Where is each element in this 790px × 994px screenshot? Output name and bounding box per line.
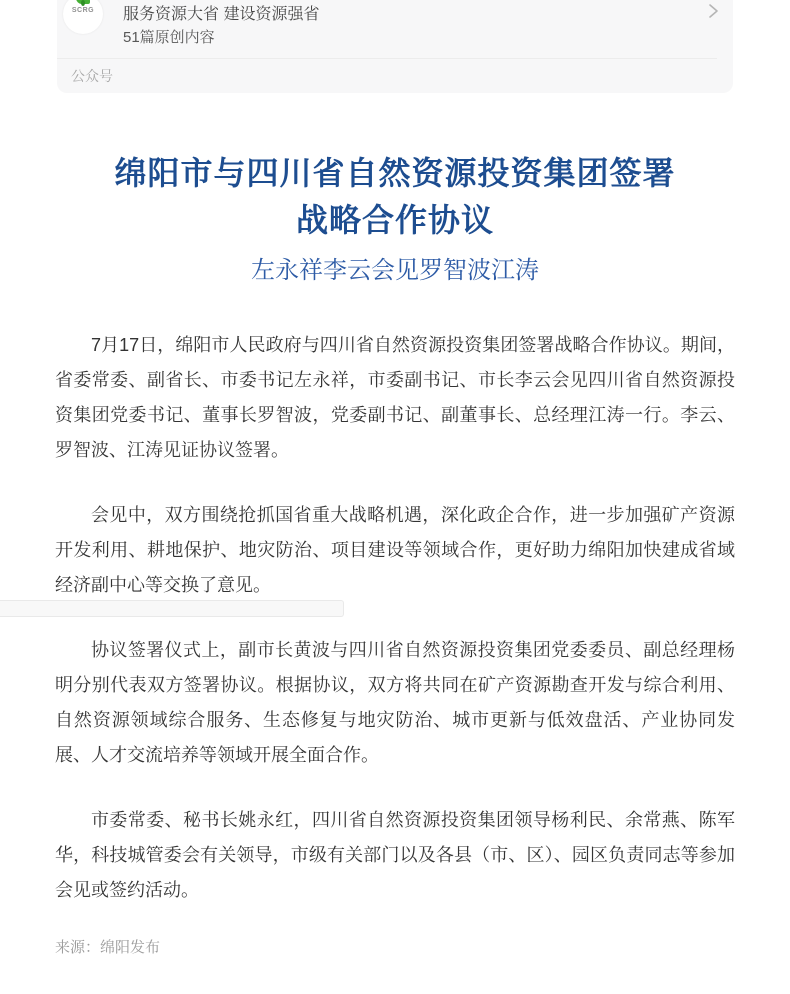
article-title-line1: 绵阳市与四川省自然资源投资集团签署 — [114, 155, 676, 191]
account-type-label: 公众号 — [71, 68, 113, 84]
paragraph: 会见中，双方围绕抢抓国省重大战略机遇，深化政企合作，进一步加强矿产资源开发利用、耕地保护、地灾防治、项目建设等领域合作，更好助力绵阳加快建成省域经济副中心等交换了意见。 — [55, 505, 735, 595]
article-subtitle: 左永祥李云会见罗智波江涛 — [251, 258, 539, 284]
scrg-logo-icon — [76, 0, 90, 4]
article-title — [55, 150, 735, 244]
paragraph: 7月17日，绵阳市人民政府与四川省自然资源投资集团签署战略合作协议。期间，省委常委、副省长、市委书记左永祥，市委副书记、市长李云会见四川省自然资源投资集团党委书记、董事长罗智波，党委副书记、副董事长、总经理江涛一行。李云、罗智波、江涛见证协议签署。 — [55, 335, 735, 460]
card-divider — [57, 58, 717, 59]
account-card[interactable] — [57, 0, 733, 93]
overlay-fragment — [0, 600, 344, 617]
chevron-right-icon[interactable] — [705, 3, 721, 19]
account-meta: 51篇原创内容 — [123, 29, 215, 46]
logo-text: SCRG — [71, 7, 95, 14]
paragraph: 协议签署仪式上，副市长黄波与四川省自然资源投资集团党委委员、副总经理杨明分别代表双方签署协议。根据协议，双方将共同在矿产资源勘查开发与综合利用、自然资源领域综合服务、生态修复与地灾防治、城市更新与低效盘活、产业协同发展、人才交流培养等领域开展全面合作。 — [55, 640, 735, 765]
avatar — [63, 0, 103, 34]
account-name: 服务资源大省 建设资源强省 — [123, 6, 320, 23]
paragraph: 市委常委、秘书长姚永红，四川省自然资源投资集团领导杨利民、余常燕、陈军华，科技城管委会有关领导，市级有关部门以及各县（市、区）、园区负责同志等参加会见或签约活动。 — [55, 810, 735, 900]
source-line: 来源：绵阳发布 — [55, 939, 161, 956]
article-body — [55, 328, 735, 938]
article-title-line2: 战略合作协议 — [295, 202, 494, 238]
